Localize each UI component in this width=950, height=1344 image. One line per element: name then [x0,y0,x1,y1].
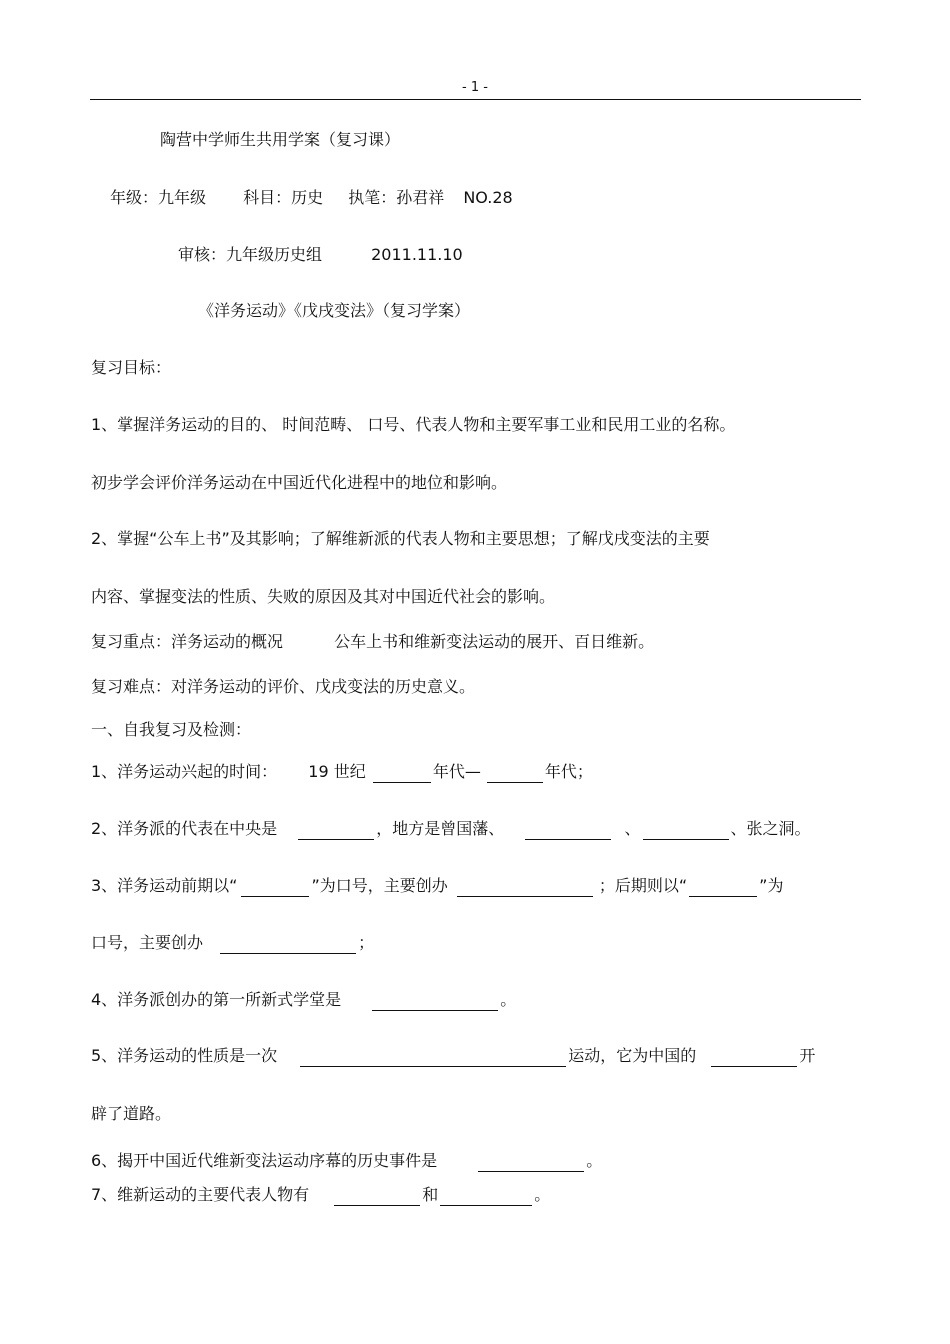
question-3-end: ”为 [759,876,784,895]
goal-1-line-2: 初步学会评价洋务运动在中国近代化进程中的地位和影响。 [91,473,508,492]
focus-label: 复习重点：洋务运动的概况 [91,632,284,651]
question-1-decade-a: 年代— [432,762,481,781]
grade-text: 年级：九年级 [110,188,207,207]
blank-field[interactable] [298,821,374,840]
blank-field[interactable] [525,821,611,840]
focus-line [91,631,654,653]
question-3-cont-end: ； [358,933,375,952]
question-3-cont [91,932,374,954]
question-2-text: 2、洋务派的代表在中央是 [91,819,278,838]
question-6-end: 。 [586,1151,603,1170]
question-7 [91,1184,550,1206]
blank-field[interactable] [711,1048,797,1067]
author-text: 执笔：孙君祥 [348,188,445,207]
document-title: 《洋务运动》《戊戌变法》（复习学案） [198,301,471,320]
review-line [178,244,463,266]
question-4 [91,989,516,1011]
question-5-end: 开 [799,1046,816,1065]
question-5 [91,1045,815,1067]
question-6-text: 6、揭开中国近代维新变法运动序幕的历史事件是 [91,1151,438,1170]
blank-field[interactable] [457,878,593,897]
question-1-text: 1、洋务运动兴起的时间： [91,762,278,781]
page-number: - 1 - [462,80,488,95]
question-5-text: 5、洋务运动的性质是一次 [91,1046,278,1065]
blank-field[interactable] [478,1153,584,1172]
reviewer-text: 审核：九年级历史组 [178,245,323,264]
info-line [110,187,513,209]
blank-field[interactable] [372,992,498,1011]
blank-field[interactable] [220,935,356,954]
focus-text: 公车上书和维新变法运动的展开、百日维新。 [334,632,655,651]
blank-field[interactable] [241,878,309,897]
section-1-heading: 一、自我复习及检测： [91,720,252,739]
blank-field[interactable] [300,1048,566,1067]
question-3-mid: ”为口号，主要创办 [311,876,448,895]
goal-2-line-1: 2、掌握“公车上书”及其影响；了解维新派的代表人物和主要思想；了解戊戌变法的主要 [91,529,710,548]
blank-field[interactable] [334,1187,420,1206]
subject-text: 科目：历史 [243,188,324,207]
question-3-text: 3、洋务运动前期以“ [91,876,238,895]
question-4-text: 4、洋务派创办的第一所新式学堂是 [91,990,342,1009]
blank-field[interactable] [643,821,729,840]
question-5-mid: 运动，它为中国的 [568,1046,697,1065]
blank-field[interactable] [689,878,757,897]
question-4-end: 。 [500,990,517,1009]
question-2-sep: 、 [624,819,641,838]
difficulty-line: 复习难点：对洋务运动的评价、戊戌变法的历史意义。 [91,677,476,696]
question-3-cont-text: 口号，主要创办 [91,933,204,952]
goals-heading: 复习目标： [91,358,172,377]
question-3-later: ；后期则以“ [598,876,688,895]
question-6 [91,1150,602,1172]
blank-field[interactable] [487,764,543,783]
blank-field[interactable] [440,1187,532,1206]
question-1-century: 19 世纪 [308,762,366,781]
question-1 [91,761,593,783]
question-2 [91,818,811,840]
question-2-end: 、张之洞。 [730,819,811,838]
question-7-and: 和 [422,1185,439,1204]
question-1-decade-b: 年代； [544,762,593,781]
school-line: 陶营中学师生共用学案（复习课） [160,130,401,149]
question-5-cont: 辟了道路。 [91,1104,172,1123]
question-7-text: 7、维新运动的主要代表人物有 [91,1185,310,1204]
goal-2-line-2: 内容、掌握变法的性质、失败的原因及其对中国近代社会的影响。 [91,587,556,606]
question-3 [91,875,783,897]
date-text: 2011.11.10 [371,245,463,264]
question-2-local: ，地方是曾国藩、 [376,819,505,838]
number-text: NO.28 [463,188,513,207]
blank-field[interactable] [373,764,431,783]
header-rule [90,99,861,100]
question-7-end: 。 [534,1185,551,1204]
goal-1-line-1: 1、掌握洋务运动的目的、 时间范畴、 口号、代表人物和主要军事工业和民用工业的名称。 [91,415,736,434]
